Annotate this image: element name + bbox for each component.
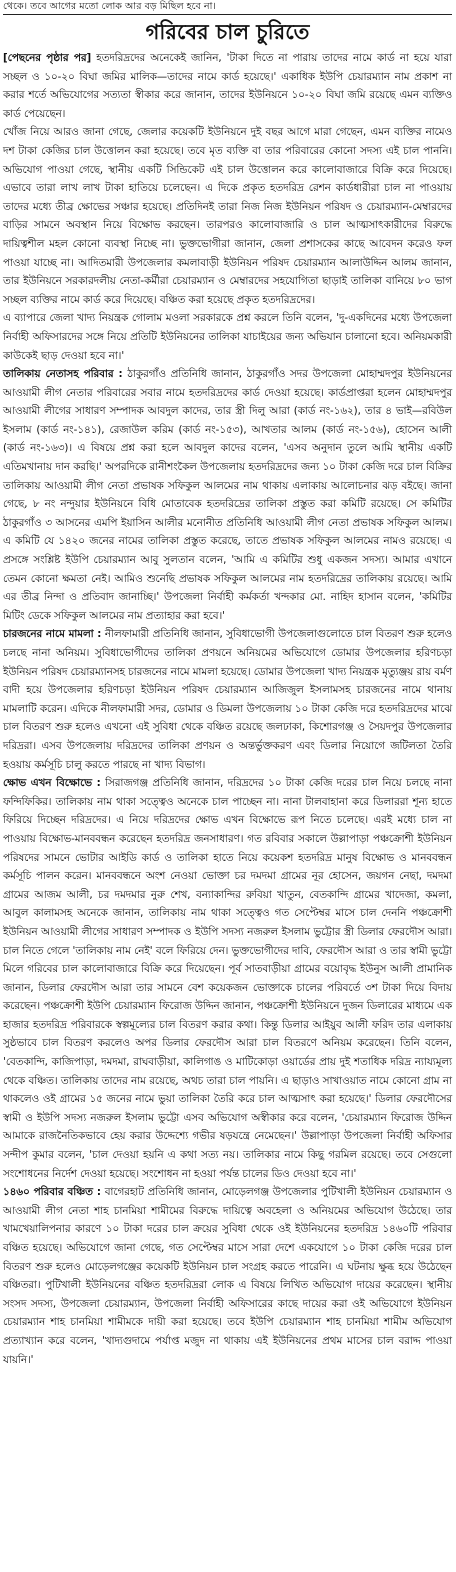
paragraph-intro — [3, 49, 452, 123]
paragraph-text: এ ব্যাপারে জেলা খাদ্য নিয়ন্ত্রক গোলাম মওলা সরকারকে প্রশ্ন করলে তিনি বলেন, 'দু-একদিনের মধ্যে উপজেলা নির্বাহী অফিসারদের সঙ্গে নিয়ে প্রতিটি ইউনিয়নের তালিকা যাচাইয়ের জন্য অভিযান চালানো হবে। অনিয়মকারী কাউকেই ছাড় দেওয়া হবে না।' — [3, 312, 452, 362]
subhead-nilphamari: চারজনের নামে মামলা : — [3, 628, 102, 641]
article-title: গরিবের চাল চুরিতে — [145, 19, 310, 44]
paragraph-text: বাগেরহাট প্রতিনিধি জানান, মোড়েলগঞ্জ উপজেলার পুটিখালী ইউনিয়ন চেয়ারম্যান ও আওয়ামী লীগ নেতা শাহ চানমিয়া শামীমের বিরুদ্ধে দায়িত্বে অবহেলা ও অনিয়মের অভিযোগ উঠেছে। তার খামখেয়ালিপনার কারণে ১০ টাকা দরের চাল ক্রয়ের সুবিধা থেকে ওই ইউনিয়নের হতদরিদ্র ১৪৬০টি পরিবার বঞ্চিত হয়েছে। অভিযোগে জানা গেছে, গত সেপ্টেম্বর মাসে সারা দেশে একযোগে ১০ টাকা কেজি দরের চাল বিতরণ শুরু হলেও মোড়েলগঞ্জের কয়েকটি ইউনিয়ন চাল সংগ্রহ করতে পারেনি। এ ঘটনায় ক্ষুব্ধ হয়ে উঠেছেন বঞ্চিতরা। পুটিখালী ইউনিয়নের বঞ্চিত হতদরিদ্ররা লোক এ বিষয়ে লিখিত অভিযোগ দায়ের করেছেন। স্থানীয় সংসদ সদস্য, উপজেলা চেয়ারম্যান, উপজেলা নির্বাহী অফিসারের কাছে দায়ের করা ওই অভিযোগে ইউনিয়ন চেয়ারম্যান শাহ চানমিয়া শামীমকে দায়ী করা হয়েছে। তবে ইউপি চেয়ারম্যান শাহ চানমিয়া শামীম অভিযোগ প্রত্যাখ্যান করে বলেন, 'খাদ্যগুদামে পর্যাপ্ত মজুদ না থাকায় এই ইউনিয়নের প্রথম মাসের চাল বরাদ্দ পাওয়া যায়নি।' — [3, 1186, 452, 1366]
paragraph-bagerhat — [3, 1183, 452, 1369]
paragraph-text: হতদরিদ্রদের অনেকেই জানিন, 'টাকা দিতে না পারায় তাদের নামে কার্ড না হয়ে যারা সচ্ছল ও ১০-২০ বিঘা জমির মালিক—তাদের নামে কার্ড হয়েছে।' একাধিক ইউপি চেয়ারম্যান নাম প্রকাশ না করার শর্তে অভিযোগের সত্যতা স্বীকার করে জানান, তাদের ইউনিয়নে ১০-২০ বিঘা জমি রয়েছে এমন ব্যক্তিও কার্ড পেয়েছেন। — [3, 52, 452, 120]
subhead-sirajganj: ক্ষোভ এখন বিক্ষোভে : — [3, 777, 101, 790]
paragraph-nilphamari — [3, 625, 452, 774]
paragraph-text: সিরাজগঞ্জ প্রতিনিধি জানান, দরিদ্রদের ১০ টাকা কেজি দরের চাল নিয়ে চলছে নানা ফন্দিফিকির। তালিকায় নাম থাকা সত্ত্বেও অনেকে চাল পাচ্ছেন না। নানা টালবাহানা করে ডিলাররা শূন্য হাতে ফিরিয়ে দিচ্ছেন দরিদ্রদের। এ নিয়ে দরিদ্রদের ক্ষোভ এখন বিক্ষোভে রূপ নিতে চলেছে। এরই মধ্যে চাল না পাওয়ায় বিক্ষোভ-মানববন্ধন করেছেন হতদরিদ্র জনসাধারণ। গত রবিবার সকালে উল্লাপাড়া পঞ্চক্রোশী ইউনিয়ন পরিষদের সামনে ভোটার আইডি কার্ড ও তালিকা হাতে নিয়ে কয়েকশ হতদরিদ্র মানুষ বিক্ষোভ ও মানববন্ধন কর্মসূচি পালন করেন। মানববন্ধনে অংশ নেওয়া ভোক্তা চর দমদমা গ্রামের নূর হোসেন, জয়গন নেছা, দমদমা গ্রামের আজম আলী, চর দমদমার নুরু শেখ, বন্যাকান্দির রুবিয়া খাতুন, বেতকান্দি গ্রামের খাদেজা, কমলা, আবুল কালামসহ অনেকে জানান, তালিকায় নাম থাকা সত্ত্বেও গত সেপ্টেম্বর মাসে চাল দেননি পঞ্চক্রোশী ইউনিয়ন আওয়ামী লীগের সাধারণ সম্পাদক ও ইউপি সদস্য নজরুল ইসলাম ভুট্টোর স্ত্রী ডিলার ফেরদৌস আরা। চাল নিতে গেলে 'তালিকায় নাম নেই' বলে ফিরিয়ে দেন। ভুক্তভোগীদের দাবি, ফেরদৌস আরা ও তার স্বামী ভুট্টো মিলে গরিবের চাল কালোবাজারে বিক্রি করে দিয়েছেন। পূর্ব সাতবাড়ীয়া গ্রামের বয়োবৃদ্ধ ইউনুস আলী প্রামানিক জানান, ডিলার ফেরদৌস আরা তার সামনে বেশ কয়েকজন ভোক্তাকে চালের পরিবর্তে ৩শ টাকা দিয়ে বিদায় করেছেন। পঞ্চক্রোশী ইউপি চেয়ারম্যান ফিরোজ উদ্দিন জানান, পঞ্চক্রোশী ইউনিয়নে দুজন ডিলারের মাধ্যমে এক হাজার হতদরিদ্র পরিবারকে স্বল্পমূল্যের চাল বিতরণ করার কথা। কিন্তু ডিলার আইয়ুব আলী ফরিদ তার এলাকায় সুষ্ঠভাবে চাল বিতরণ করলেও অপর ডিলার ফেরদৌস আরা চাল বিতরণে অনিয়ম করেছেন। তিনি বলেন, 'বেতকান্দি, কাজিপাড়া, দমদমা, রাঘবাড়ীয়া, কালিগাঙ ও মাটিকোড়া ওয়ার্ডের প্রায় দুই শতাধিক দরিদ্র ন্যায্যমূল্য থেকে বঞ্চিত। তালিকায় তাদের নাম রয়েছে, অথচ তারা চাল পায়নি। এ ছাড়াও সাখাওয়াত নামে কোনো গ্রাম না থাকলেও ওই গ্রামের ১৫ জনের নামে ভুয়া তালিকা তৈরি করে চাল আত্মসাৎ করা হয়েছে।' ডিলার ফেরদৌসের স্বামী ও ইউপি সদস্য নজরুল ইসলাম ভুট্টো এসব অভিযোগ অস্বীকার করে বলেন, 'চেয়ারম্যান ফিরোজ উদ্দিন আমাকে রাজনৈতিকভাবে হেয় করার উদ্দেশ্যে গভীর ষড়যন্ত্রে নেমেছেন।' উল্লাপাড়া উপজেলা নির্বাহী অফিসার সন্দীপ কুমার বলেন, 'চাল দেওয়া হয়নি এ কথা সত্য নয়। তালিকার নামে কিছু গরমিল রয়েছে। তবে সেগুলো সংশোধনের নির্দেশ দেওয়া হয়েছে। সংশোধন না হওয়া পর্যন্ত চালের ডিও দেওয়া হবে না।' — [3, 777, 452, 1180]
previous-article-fragment: থেকে। তবে আগের মতো লোক আর বড় মিছিল হবে না। — [3, 1, 216, 12]
paragraph-text: ঠাকুরগাঁও প্রতিনিধি জানান, ঠাকুরগাঁও সদর উপজেলা মোহাম্মদপুর ইউনিয়নের আওয়ামী লীগ নেতার পরিবারের সবার নামে হতদরিদ্রদের কার্ড দেওয়া হয়েছে। কার্ডপ্রাপ্তরা হলেন মোহাম্মদপুর আওয়ামী লীগের সাধারণ সম্পাদক আবদুল কাদের, তার স্ত্রী দিলু আরা (কার্ড নং-১৬২), তার ৪ ভাই—রবিউল ইসলাম (কার্ড নং-১৪১), রেজাউল করিম (কার্ড নং-১৫৩), আখতার আলম (কার্ড নং-১৫৬), হোসেন আলী (কার্ড নং-১৬৩)। এ বিষয়ে প্রশ্ন করা হলে আবদুল কাদের বলেন, 'এসব অনুদান তুলে আমি স্থানীয় একটি এতিমখানায় দান করছি।' অপরদিকে রানীশংকৈল উপজেলায় হতদরিদ্রদের জন্য ১০ টাকা কেজি দরে চাল বিক্রির তালিকায় আওয়ামী লীগ নেতা প্রভাষক সফিকুল আলমের নাম থাকায় এলাকায় আলোচনার ঝড় বইছে। জানা গেছে, ৮ নং নন্দুয়ার ইউনিয়নে বিধি মোতাবেক হতদরিদ্রের তালিকা প্রস্তুত করা কমিটি রয়েছে। সে কমিটির ঠাকুরগাঁও ৩ আসনের এমপি ইয়াসিন আলীর মনোনীত প্রতিনিধি আওয়ামী লীগ নেতা প্রভাষক সফিকুল আলম। এ কমিটি যে ১৪২০ জনের নামের তালিকা প্রস্তুত করেছে, তাতে প্রভাষক সফিকুল আলমের নামও রয়েছে। এ প্রসঙ্গে সংশ্লিষ্ট ইউপি চেয়ারম্যান আবু সুলতান বলেন, 'আমি এ কমিটির শুধু একজন সদস্য। আমার এখানে তেমন কোনো ক্ষমতা নেই। আমিও শুনেছি প্রভাষক সফিকুল আলমের নাম হতদরিদ্রের তালিকায় রয়েছে। আমি এর তীব্র নিন্দা ও প্রতিবাদ জানাচ্ছি।' উপজেলা নির্বাহী কর্মকর্তা খন্দকার মো. নাহিদ হাসান বলেন, 'কমিটির মিটিং ডেকে সফিকুল আলমের নাম প্রত্যাহার করা হবে।' — [3, 368, 452, 622]
continuation-marker: [পেছনের পৃষ্ঠার পর] — [3, 52, 92, 64]
paragraph-food-controller — [3, 309, 452, 365]
paragraph-text: নীলফামারী প্রতিনিধি জানান, সুবিধাভোগী উপজেলাগুলোতে চাল বিতরণ শুরু হলেও চলছে নানা অনিয়ম। সুবিধাভোগীদের তালিকা প্রণয়নে অনিয়মের অভিযোগে ডোমার উপজেলার হরিণচড়া ইউনিয়ন পরিষদ চেয়ারম্যানসহ চারজনের নামে মামলা হয়েছে। ডোমার উপজেলা খাদ্য নিয়ন্ত্রক মৃত্যুঞ্জয় রায় বর্মণ বাদী হয়ে উপজেলার হরিণচড়া ইউনিয়ন পরিষদ চেয়ারম্যান আজিজুল ইসলামসহ চারজনের নামে থানায় মামলাটি করেন। এদিকে নীলফামারী সদর, ডোমার ও ডিমলা উপজেলায় ১০ টাকা কেজি দরে হতদরিদ্রদের মাঝে চাল বিতরণ শুরু হলেও এখনো এই সুবিধা থেকে বঞ্চিত রয়েছে জলঢাকা, কিশোরগঞ্জ ও সৈয়দপুর উপজেলার দরিদ্ররা। এসব উপজেলায় দরিদ্রদের তালিকা প্রণয়ন ও অন্তর্ভুক্তকরণ এবং ডিলার নিয়োগে জটিলতা তৈরি হওয়ায় কর্মসূচি চালু করতে পারছে না খাদ্য বিভাগ। — [3, 628, 452, 771]
top-divider — [3, 14, 452, 15]
paragraph-text: খোঁজ নিয়ে আরও জানা গেছে, জেলার কয়েকটি ইউনিয়নে দুই বছর আগে মারা গেছেন, এমন ব্যক্তির নামেও দশ টাকা কেজির চাল উত্তোলন করা হয়েছে। তবে মৃত ব্যক্তি বা তার পরিবারের কোনো সদস্য এই চাল পাননি। অভিযোগ পাওয়া গেছে, স্থানীয় একটি সিন্ডিকেট এই চাল উত্তোলন করে কালোবাজারে বিক্রি করে দিয়েছে। এভাবে তারা লাখ লাখ টাকা হাতিয়ে চলেছেন। এ দিকে প্রকৃত হতদরিদ্র রেশন কার্ডধারীরা চাল না পাওয়ায় তাদের মধ্যে তীব্র ক্ষোভের সঞ্চার হয়েছে। প্রতিদিনই তারা নিজ নিজ ইউনিয়ন পরিষদ ও চেয়ারম্যান-মেম্বারদের বাড়ির সামনে অবস্থান নিয়ে বিক্ষোভ করছেন। তারপরও কালোবাজারি ও চাল আত্মসাৎকারীদের বিরুদ্ধে দায়িত্বশীল মহল কোনো ব্যবস্থা নিচ্ছে না। ভুক্তভোগীরা জানান, জেলা প্রশাসকের কাছে আবেদন করেও ফল পাওয়া যাচ্ছে না। আদিতমারী উপজেলার কমলাবাড়ী ইউনিয়ন পরিষদ চেয়ারম্যান আলাউদ্দিন আলম জানান, তার ইউনিয়নে সরকারদলীয় নেতা-কর্মীরা চেয়ারম্যান ও মেম্বারদের সহযোগিতা ছাড়াই তালিকা বানিয়ে ৮০ ভাগ সচ্ছল ব্যক্তির নামে কার্ড করে দিয়েছে। বঞ্চিত করা হয়েছে প্রকৃত হতদরিদ্রদের। — [3, 126, 452, 306]
subhead-bagerhat: ১৪৬০ পরিবার বঞ্চিত : — [3, 1186, 101, 1199]
paragraph-sirajganj — [3, 774, 452, 1183]
article-body — [3, 49, 452, 1369]
paragraph-investigation — [3, 123, 452, 309]
subhead-thakurgaon: তালিকায় নেতাসহ পরিবার : — [3, 368, 123, 381]
paragraph-thakurgaon — [3, 365, 452, 625]
